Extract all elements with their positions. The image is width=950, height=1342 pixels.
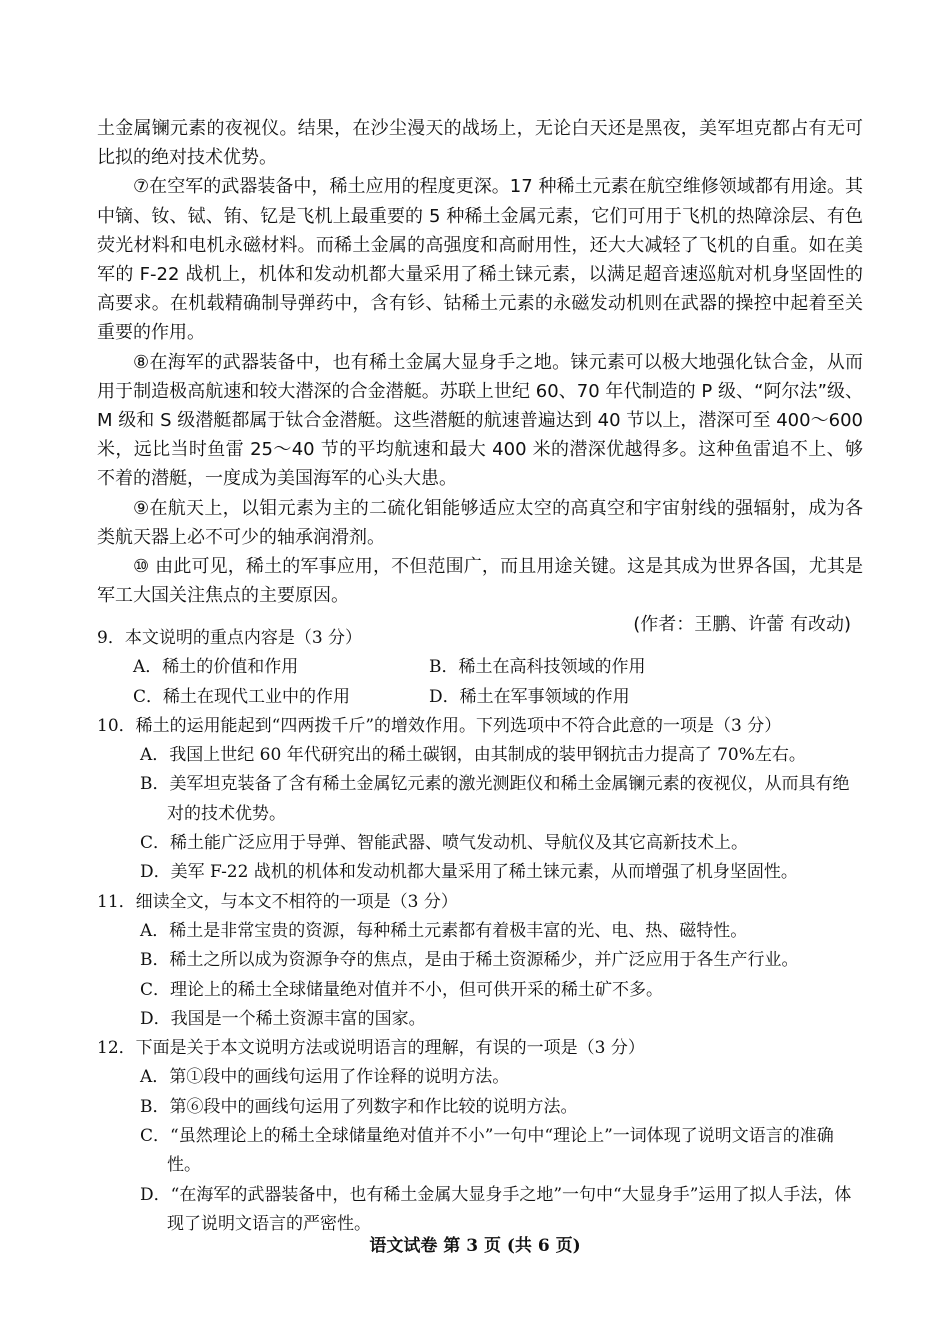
option-c: C．理论上的稀土全球储量绝对值并不小，但可供开采的稀土矿不多。 <box>140 979 664 1000</box>
paragraph-9: ⑨在航天上，以钼元素为主的二硫化钼能够适应太空的高真空和宇宙射线的强辐射，成为各类航天器上必不可少的轴承润滑剂。 <box>97 497 863 548</box>
question-list <box>97 624 863 1239</box>
option-b: B．第⑥段中的画线句运用了列数字和作比较的说明方法。 <box>140 1096 578 1117</box>
option-a: A．稀土是非常宝贵的资源，每种稀土元素都有着极丰富的光、电、热、磁特性。 <box>140 920 748 941</box>
option-a: A．第①段中的画线句运用了作诠释的说明方法。 <box>140 1067 510 1088</box>
option-b: B．稀土在高科技领域的作用 <box>429 657 646 678</box>
paragraph-7: ⑦在空军的武器装备中，稀土应用的程度更深。17 种稀土元素在航空维修领域都有用途。其中镝、钕、铽、铕、钇是飞机上最重要的 5 种稀土金属元素，它们可用于飞机的热障涂层、有色荧光材料和电机永磁材料。而稀土金属的高强度和高耐用性，还大大减轻了飞机的自重。如在美军的 F-22 战机上，机体和发动机都大量采用了稀土铼元素，以满足超音速巡航对机身坚固性的高要求。在机载精确制导弹药中，含有钐、钴稀土元素的永磁发动机则在武器的操控中起着至关重要的作用。 <box>97 176 863 344</box>
question-11 <box>97 888 863 1034</box>
question-stem: 11．细读全文，与本文不相符的一项是（3 分） <box>97 891 458 912</box>
paragraph-8: ⑧在海军的武器装备中，也有稀土金属大显身手之地。铼元素可以极大地强化钛合金，从而用于制造极高航速和较大潜深的合金潜艇。苏联上世纪 60、70 年代制造的 P 级、“阿尔法”级、M 级和 S 级潜艇都属于钛合金潜艇。这些潜艇的航速普遍达到 40 节以上，潜深可至 400～600 米，远比当时鱼雷 25～40 节的平均航速和最大 400 米的潜深优越得多。这种鱼雷追不上、够不着的潜艇，一度成为美国海军的心头大患。 <box>97 351 863 490</box>
option-grid <box>97 653 863 712</box>
option-c: C．稀土能广泛应用于导弹、智能武器、喷气发动机、导航仪及其它高新技术上。 <box>140 833 749 854</box>
question-stem: 10．稀土的运用能起到“四两拨千斤”的增效作用。下列选项中不符合此意的一项是（3 分） <box>97 715 782 736</box>
page-footer: 语文试卷 第 3 页 (共 6 页) <box>369 1236 581 1256</box>
option-d: D．美军 F-22 战机的机体和发动机都大量采用了稀土铼元素，从而增强了机身坚固性。 <box>140 862 798 883</box>
option-a: A．稀土的价值和作用 <box>133 657 299 678</box>
paragraph-10: ⑩ 由此可见，稀土的军事应用，不但范围广，而且用途关键。这是其成为世界各国，尤其是军工大国关注焦点的主要原因。 <box>97 556 863 607</box>
question-12 <box>97 1034 863 1239</box>
option-c: C．稀土在现代工业中的作用 <box>133 686 351 707</box>
option-d: D．稀土在军事领域的作用 <box>429 686 630 707</box>
question-9 <box>97 624 863 712</box>
author-credit: (作者：王鹏、许蕾 有改动) <box>633 614 851 636</box>
option-b: B．美军坦克装备了含有稀土金属钇元素的激光测距仪和稀土金属镧元素的夜视仪，从而具有绝对的技术优势。 <box>140 774 850 824</box>
option-a: A．我国上世纪 60 年代研究出的稀土碳钢，由其制成的装甲钢抗击力提高了 70%左右。 <box>140 745 806 766</box>
paragraph-6-end: 土金属镧元素的夜视仪。结果，在沙尘漫天的战场上，无论白天还是黑夜，美军坦克都占有无可比拟的绝对技术优势。 <box>97 118 863 169</box>
option-d: D．“在海军的武器装备中，也有稀土金属大显身手之地”一句中“大显身手”运用了拟人手法，体现了说明文语言的严密性。 <box>140 1184 852 1234</box>
question-stem: 9．本文说明的重点内容是（3 分） <box>97 628 363 648</box>
question-10 <box>97 712 863 888</box>
option-d: D．我国是一个稀土资源丰富的国家。 <box>140 1008 426 1029</box>
reading-passage <box>97 114 863 640</box>
option-c: C．“虽然理论上的稀土全球储量绝对值并不小”一句中“理论上”一词体现了说明文语言的准确性。 <box>140 1126 834 1176</box>
option-b: B．稀土之所以成为资源争夺的焦点，是由于稀土资源稀少，并广泛应用于各生产行业。 <box>140 950 799 971</box>
question-stem: 12．下面是关于本文说明方法或说明语言的理解，有误的一项是（3 分） <box>97 1038 645 1059</box>
